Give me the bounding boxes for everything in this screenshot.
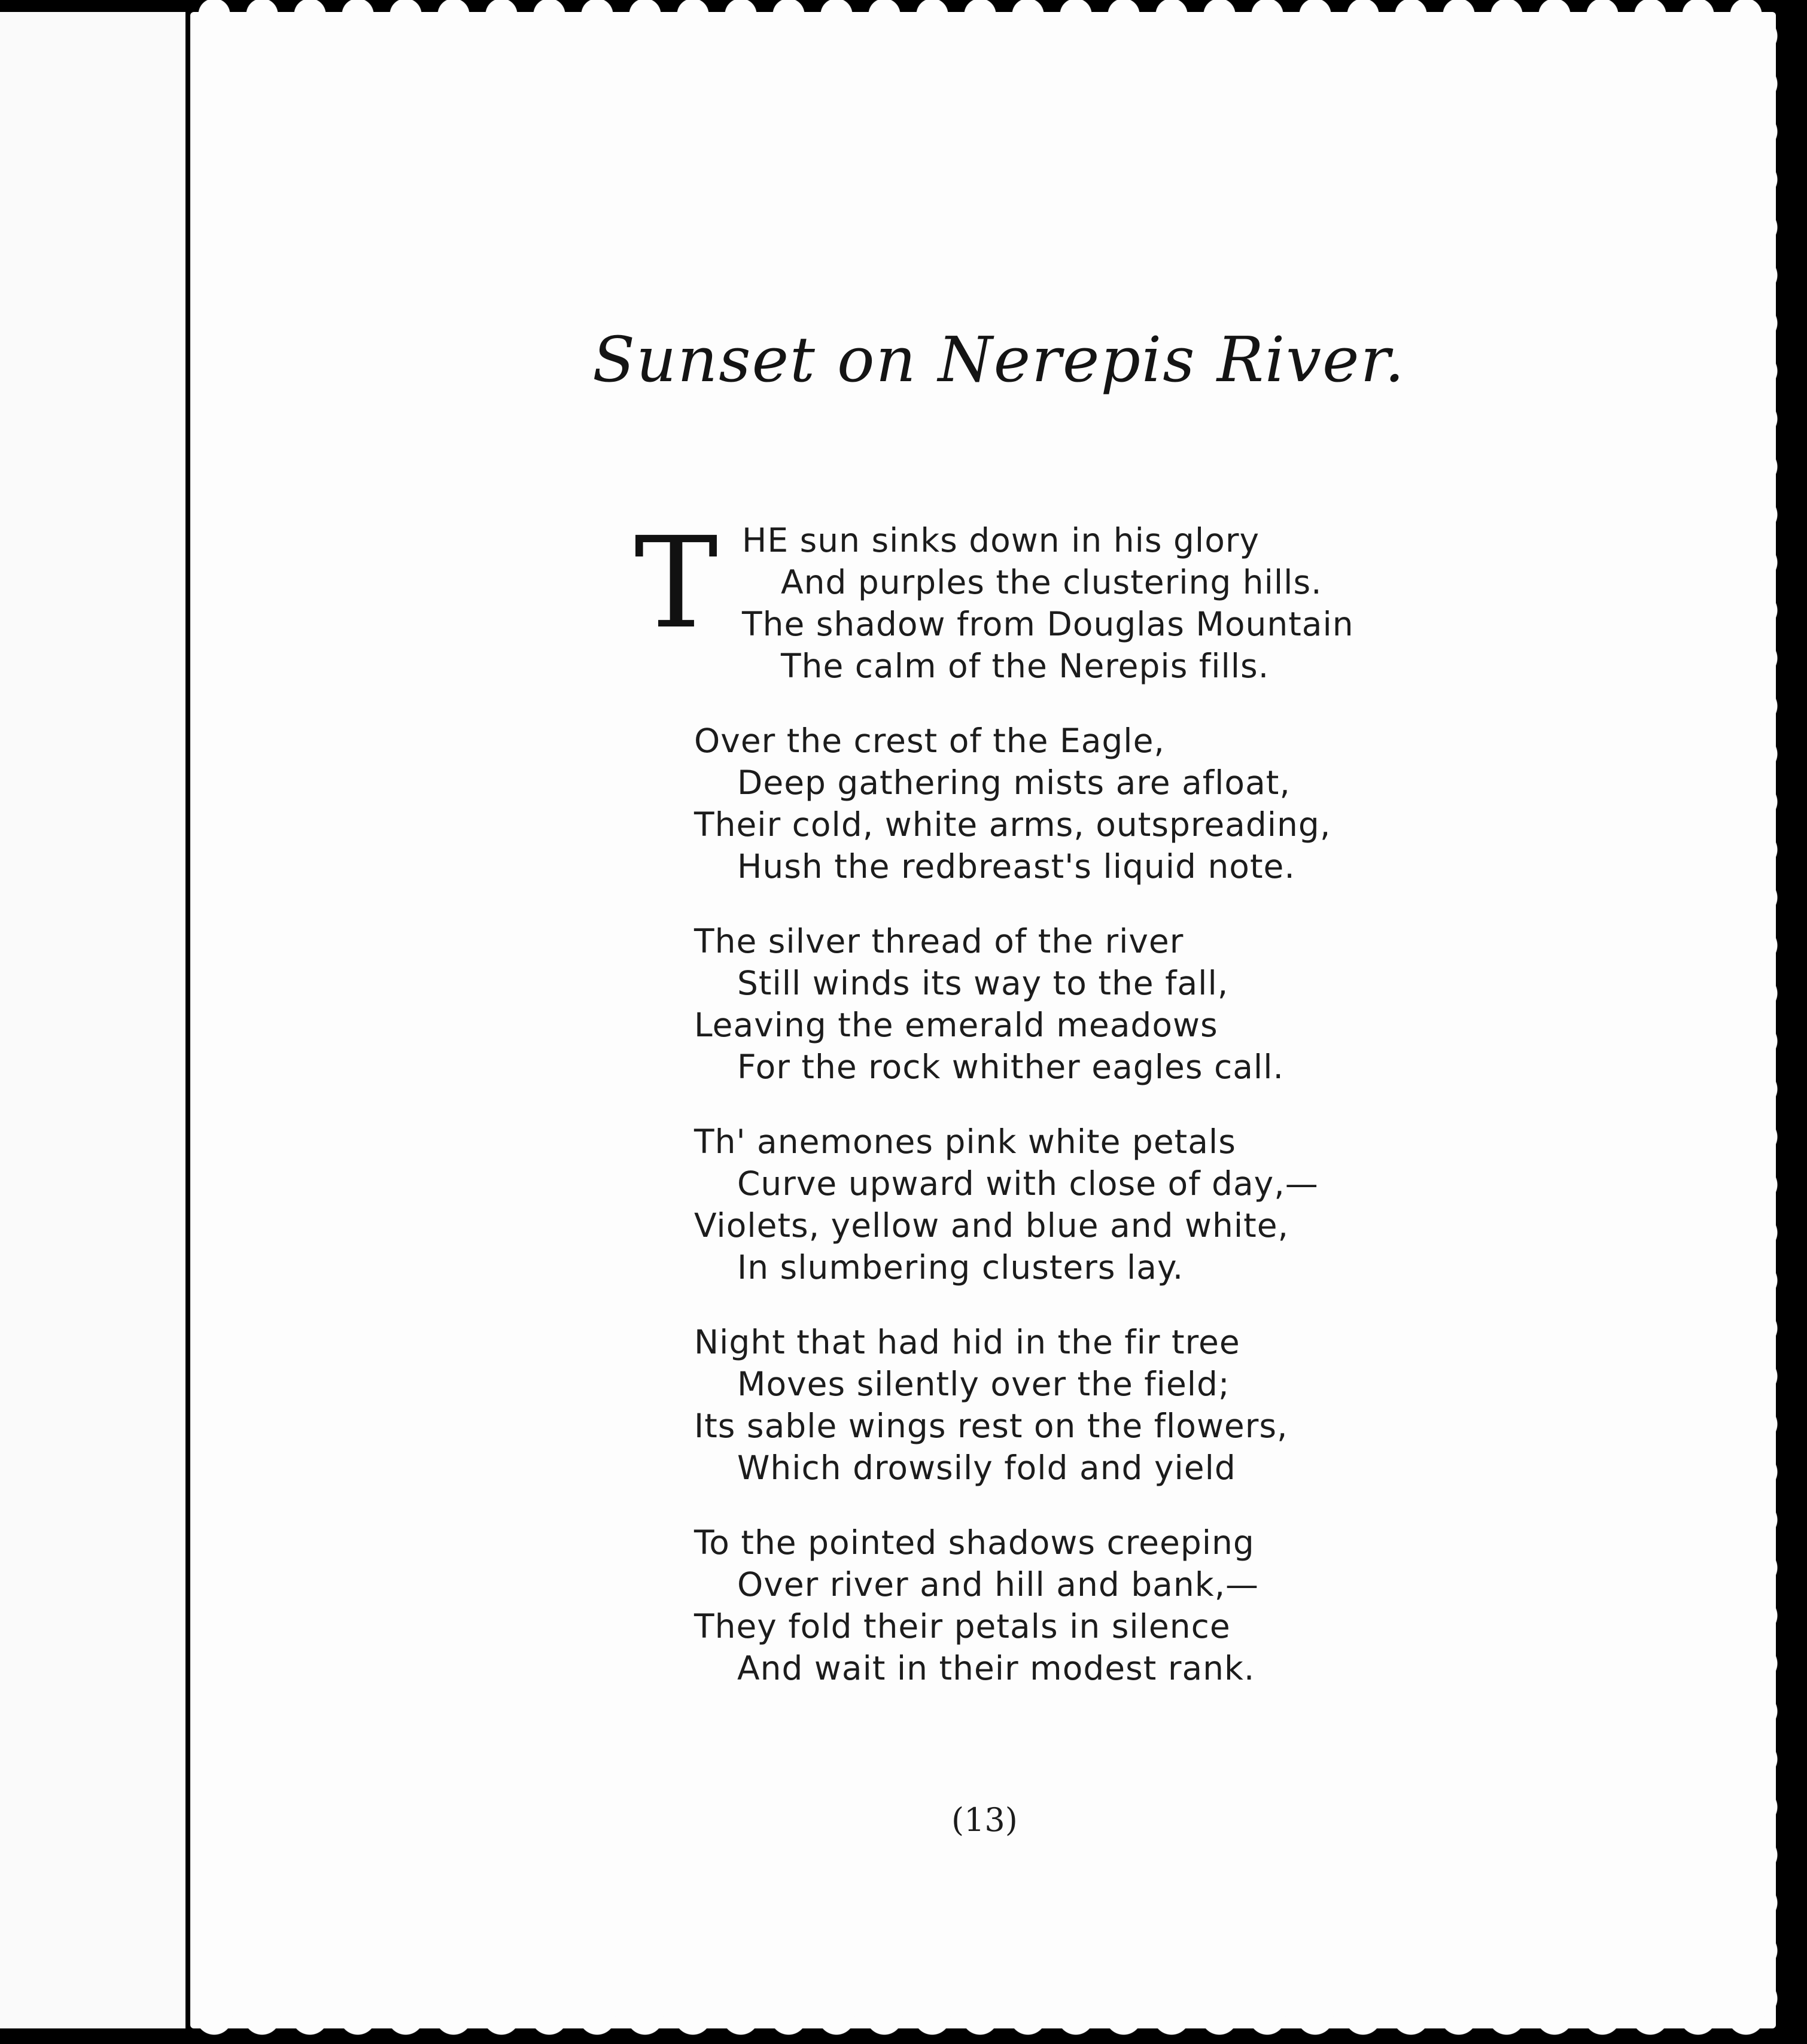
poem-line: And purples the clustering hills.	[781, 563, 1322, 601]
poem-line: Over the crest of the Eagle,	[694, 722, 1165, 760]
poem-line: The shadow from Douglas Mountain	[742, 605, 1354, 643]
stanza-1	[694, 519, 1412, 687]
poem-line: To the pointed shadows creeping	[694, 1523, 1255, 1562]
page-number: (13)	[951, 1801, 1018, 1839]
poem-line: Violets, yellow and blue and white,	[694, 1206, 1289, 1245]
stanza-2	[694, 720, 1412, 887]
poem-line: Hush the redbreast's liquid note.	[737, 847, 1295, 886]
poem-line: They fold their petals in silence	[694, 1607, 1231, 1645]
poem-line: Leaving the emerald meadows	[694, 1006, 1218, 1044]
poem-line: Curve upward with close of day,—	[737, 1164, 1319, 1203]
poem-line: HE sun sinks down in his glory	[742, 521, 1260, 559]
poem-line: Moves silently over the field;	[737, 1365, 1230, 1403]
poem-body	[694, 519, 1412, 1722]
poem-line: Their cold, white arms, outspreading,	[694, 805, 1331, 844]
poem-line: Deep gathering mists are afloat,	[737, 764, 1291, 802]
stanza-3	[694, 920, 1412, 1088]
poem-line: And wait in their modest rank.	[737, 1649, 1255, 1687]
stanza-6	[694, 1522, 1412, 1689]
poem-line: Th' anemones pink white petals	[694, 1123, 1236, 1161]
poem-line: Its sable wings rest on the flowers,	[694, 1407, 1288, 1445]
poem-line: The calm of the Nerepis fills.	[781, 647, 1270, 685]
stanza-4	[694, 1121, 1412, 1288]
drop-cap-letter: T	[634, 510, 719, 656]
poem-title: Sunset on Nerepis River.	[592, 323, 1406, 396]
poem-line: Which drowsily fold and yield	[737, 1449, 1236, 1487]
poem-line: Still winds its way to the fall,	[737, 964, 1229, 1002]
stanza-5	[694, 1321, 1412, 1489]
page-scalloped-edge-right	[1759, 12, 1783, 2028]
poem-line: Over river and hill and bank,—	[737, 1565, 1260, 1604]
poem-line: For the rock whither eagles call.	[737, 1048, 1284, 1086]
page-scalloped-edge-bottom	[190, 2016, 1776, 2040]
poem-line: In slumbering clusters lay.	[737, 1248, 1184, 1286]
poem-line: The silver thread of the river	[694, 922, 1184, 960]
poem-line: Night that had hid in the fir tree	[694, 1323, 1240, 1361]
facing-page-edge	[0, 12, 185, 2028]
